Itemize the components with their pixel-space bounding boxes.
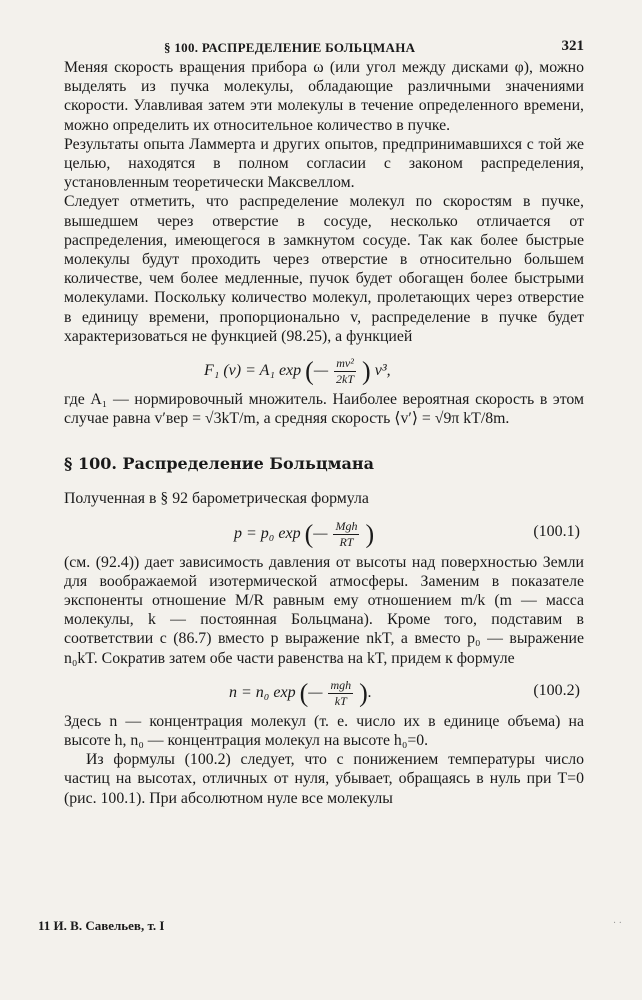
fraction-denominator: kT — [334, 693, 347, 708]
fraction-denominator: RT — [339, 534, 354, 549]
scan-artifact-icon: · · — [612, 918, 622, 929]
equation-number: (100.1) — [533, 522, 580, 540]
equation-number: (100.2) — [533, 681, 580, 699]
paren-open: ( — [304, 519, 314, 549]
section-heading: § 100. Распределение Больцмана — [64, 454, 374, 474]
paren-open: ( — [299, 678, 309, 708]
running-header — [64, 36, 584, 58]
formula-lhs: F₁ (v) = A₁ exp — [204, 362, 302, 380]
formula-barometric: p = p₀ exp (— $\frac{\text{Mgh}}{RT}$ ) (100.1) — [234, 518, 580, 549]
paragraph: Следует отметить, что распределение молекул по скоростям в пучке, вышедшем через отверстие в сосуде, несколько отличается от распределения, имеющегося в замкнутом сосуде. Так как более быстрые молекулы будут проходить через отверстие в относительно большем количестве, чем более медленные, пучок будет обогащен более быстрыми молекулами. Поскольку количество молекул, пролетающих через отверстие в единицу времени, пропорционально v, распределение в пучке будет характеризоваться не функцией (98.25), а функцией — [64, 193, 584, 345]
paragraph: Из формулы (100.2) следует, что с понижением температуры число частиц на высотах, отличных от нуля, убывает, обращаясь в нуль при T=0 (рис. 100.1). При абсолютном нуле все молекулы — [64, 751, 584, 807]
signature-footer: 11 И. В. Савельев, т. I — [38, 918, 165, 933]
paren-close: ) — [359, 678, 368, 708]
paragraph: Здесь n — концентрация молекул (т. е. число их в единице объема) на высоте h, n₀ — концентрация молекул на высоте h₀=0. — [64, 712, 584, 750]
paragraph: Результаты опыта Ламмерта и других опытов, предпринимавшихся с той же целью, находятся в полном согласии с законом распределения, установленным теоретически Максвеллом. — [64, 135, 584, 192]
running-title: § 100. РАСПРЕДЕЛЕНИЕ БОЛЬЦМАНА — [164, 40, 416, 55]
formula-tail: v³, — [374, 362, 391, 380]
paren-close: ) — [365, 519, 375, 549]
page-number: 321 — [561, 38, 584, 54]
fraction-numerator: mv² — [334, 356, 356, 372]
formula-fraction — [334, 356, 356, 387]
formula-fraction — [328, 678, 353, 709]
fraction-denominator: 2kT — [336, 372, 355, 387]
formula-fraction — [333, 519, 359, 550]
formula-maxwell-beam: F₁ (v) = A₁ exp (— $\frac{\text{mv²}}{2kT}$ ) v³, — [204, 356, 391, 387]
paragraph: Меняя скорость вращения прибора ω (или угол между дисками φ), можно выделять из пучка молекулы, обладающие различными значениями скорости. Улавливая затем эти молекулы в течение определенного времени, можно определить их относительное количество в пучке. — [64, 59, 584, 134]
paren-open: ( — [305, 356, 314, 386]
fraction-numerator: mgh — [330, 677, 352, 692]
paragraph: (см. (92.4)) дает зависимость давления от высоты над поверхностью Земли для воображаемой изотермической атмосферы. Заменим в показателе экспоненты отношение M/R равным ему отношением m/k (m — масса молекулы, k — постоянная Больцмана). Кроме того, подставим в соответствии с (86.7) вместо p выражение nkT, а вместо p₀ — выражение n₀kT. Сократив затем обе части равенства на kT, придем к формуле — [64, 553, 584, 667]
formula-lhs: p = p₀ exp — [234, 524, 301, 542]
paren-close: ) — [362, 356, 371, 386]
fraction-numerator: Mgh — [335, 518, 358, 533]
book-page — [64, 36, 584, 808]
formula-lhs: n = n₀ exp — [229, 684, 296, 702]
formula-boltzmann: n = n₀ exp (— $\frac{\text{mgh}}{kT}$ ). (100.2) — [229, 677, 580, 708]
paragraph: где A₁ — нормировочный множитель. Наиболее вероятная скорость в этом случае равна v′вер = √3kT/m, а средняя скорость ⟨v′⟩ = √9π kT/8m. — [64, 391, 584, 428]
paragraph: Полученная в § 92 барометрическая формула — [64, 490, 369, 508]
formula-tail: . — [367, 684, 372, 702]
